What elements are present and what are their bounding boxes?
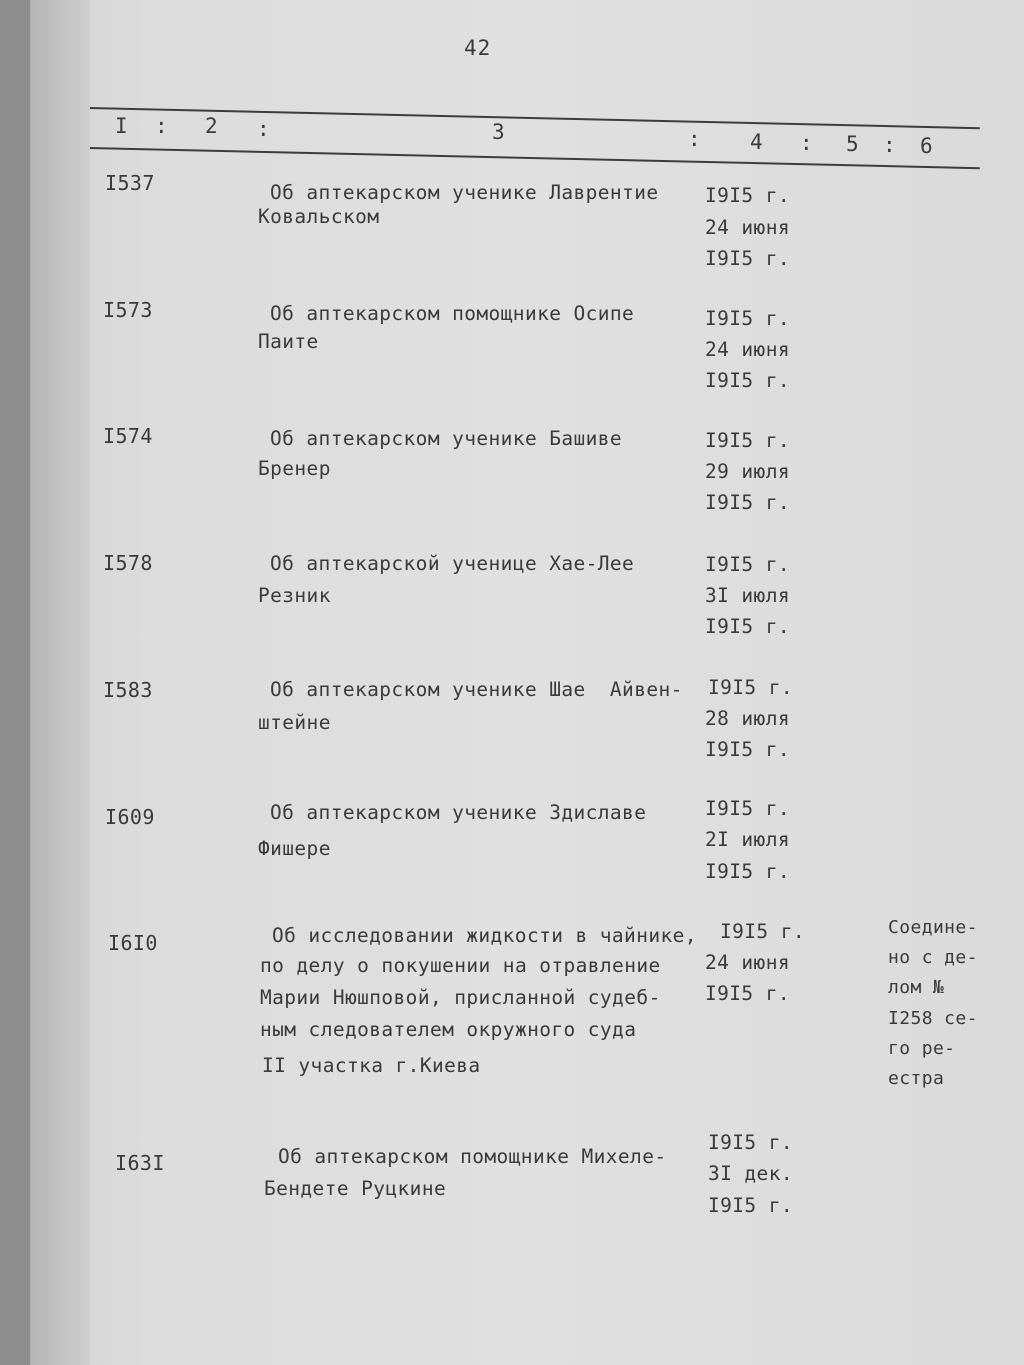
- case-date-end: I9I5 г.: [705, 615, 790, 638]
- case-date-end: I9I5 г.: [705, 369, 790, 392]
- case-date-start: I9I5 г.: [705, 429, 790, 452]
- header-col-2: 2: [205, 114, 218, 138]
- case-number: I6I0: [108, 931, 158, 955]
- case-date-day: 24 июня: [705, 216, 790, 239]
- case-title-line: Об аптекарском ученике Башиве: [270, 427, 623, 450]
- case-title-line: Об аптекарском ученике Лаврентие: [270, 181, 659, 204]
- case-title-line: Ковальском: [258, 205, 380, 228]
- case-note-line: но с де-: [888, 947, 978, 968]
- case-title-line: Об аптекарском ученике Шае Айвен-: [270, 678, 683, 701]
- case-date-day: 3I дек.: [708, 1162, 793, 1185]
- case-note-line: Соедине-: [888, 917, 978, 938]
- case-date-day: 28 июля: [705, 707, 790, 730]
- case-note-line: естра: [888, 1068, 945, 1089]
- header-col-3: 3: [492, 120, 505, 144]
- case-title-line: Резник: [258, 584, 331, 607]
- case-title-line: Об аптекарском помощнике Осипе: [270, 302, 635, 325]
- case-date-start: I9I5 г.: [708, 676, 793, 699]
- case-date-end: I9I5 г.: [705, 860, 790, 883]
- case-number: I537: [105, 171, 155, 195]
- header-col-4: 4: [750, 130, 763, 154]
- case-number: I63I: [115, 1151, 165, 1175]
- header-separator: :: [800, 131, 813, 155]
- case-title-line: Об аптекарском помощнике Михеле-: [278, 1145, 667, 1168]
- header-separator: :: [155, 114, 168, 138]
- case-title-line: Паите: [258, 330, 319, 353]
- case-title-line: Бренер: [258, 457, 331, 480]
- case-title-line: штейне: [258, 711, 331, 734]
- case-date-end: I9I5 г.: [705, 738, 790, 761]
- header-separator: :: [257, 117, 270, 141]
- case-title-line: ным следователем окружного суда: [260, 1018, 637, 1041]
- case-date-day: 3I июля: [705, 584, 790, 607]
- binding-fold: [30, 0, 90, 1365]
- case-number: I573: [103, 298, 153, 322]
- case-number: I578: [103, 551, 153, 575]
- case-note-line: лом №: [888, 977, 945, 998]
- case-title-line: Бендете Руцкине: [264, 1177, 447, 1200]
- case-date-end: I9I5 г.: [705, 491, 790, 514]
- case-date-start: I9I5 г.: [720, 920, 805, 943]
- case-date-start: I9I5 г.: [705, 797, 790, 820]
- header-separator: :: [688, 127, 701, 151]
- case-title-line: Об аптекарской ученице Хае-Лее: [270, 552, 635, 575]
- case-note-line: I258 се-: [888, 1008, 978, 1029]
- case-title-line: Фишере: [258, 837, 331, 860]
- case-title-line: Об исследовании жидкости в чайнике,: [272, 924, 697, 947]
- case-number: I583: [103, 678, 153, 702]
- header-col-1: I: [115, 114, 128, 138]
- case-date-start: I9I5 г.: [708, 1131, 793, 1154]
- case-title-line: II участка г.Киева: [262, 1054, 481, 1077]
- case-date-end: I9I5 г.: [705, 247, 790, 270]
- header-separator: :: [883, 133, 896, 157]
- case-title-line: Об аптекарском ученике Здиславе: [270, 801, 647, 824]
- case-date-end: I9I5 г.: [708, 1194, 793, 1217]
- case-number: I574: [103, 424, 153, 448]
- header-col-6: 6: [920, 134, 933, 158]
- case-date-start: I9I5 г.: [705, 307, 790, 330]
- header-col-5: 5: [846, 132, 859, 156]
- case-title-line: Марии Нюшповой, присланной судеб-: [260, 986, 661, 1009]
- case-date-day: 24 июня: [705, 951, 790, 974]
- case-date-start: I9I5 г.: [705, 184, 790, 207]
- case-date-day: 29 июля: [705, 460, 790, 483]
- case-date-end: I9I5 г.: [705, 982, 790, 1005]
- page-number: 42: [464, 36, 492, 60]
- case-title-line: по делу о покушении на отравление: [260, 954, 661, 977]
- case-date-day: 24 июня: [705, 338, 790, 361]
- case-note-line: го ре-: [888, 1038, 956, 1059]
- case-date-start: I9I5 г.: [705, 553, 790, 576]
- case-number: I609: [105, 805, 155, 829]
- case-date-day: 2I июля: [705, 828, 790, 851]
